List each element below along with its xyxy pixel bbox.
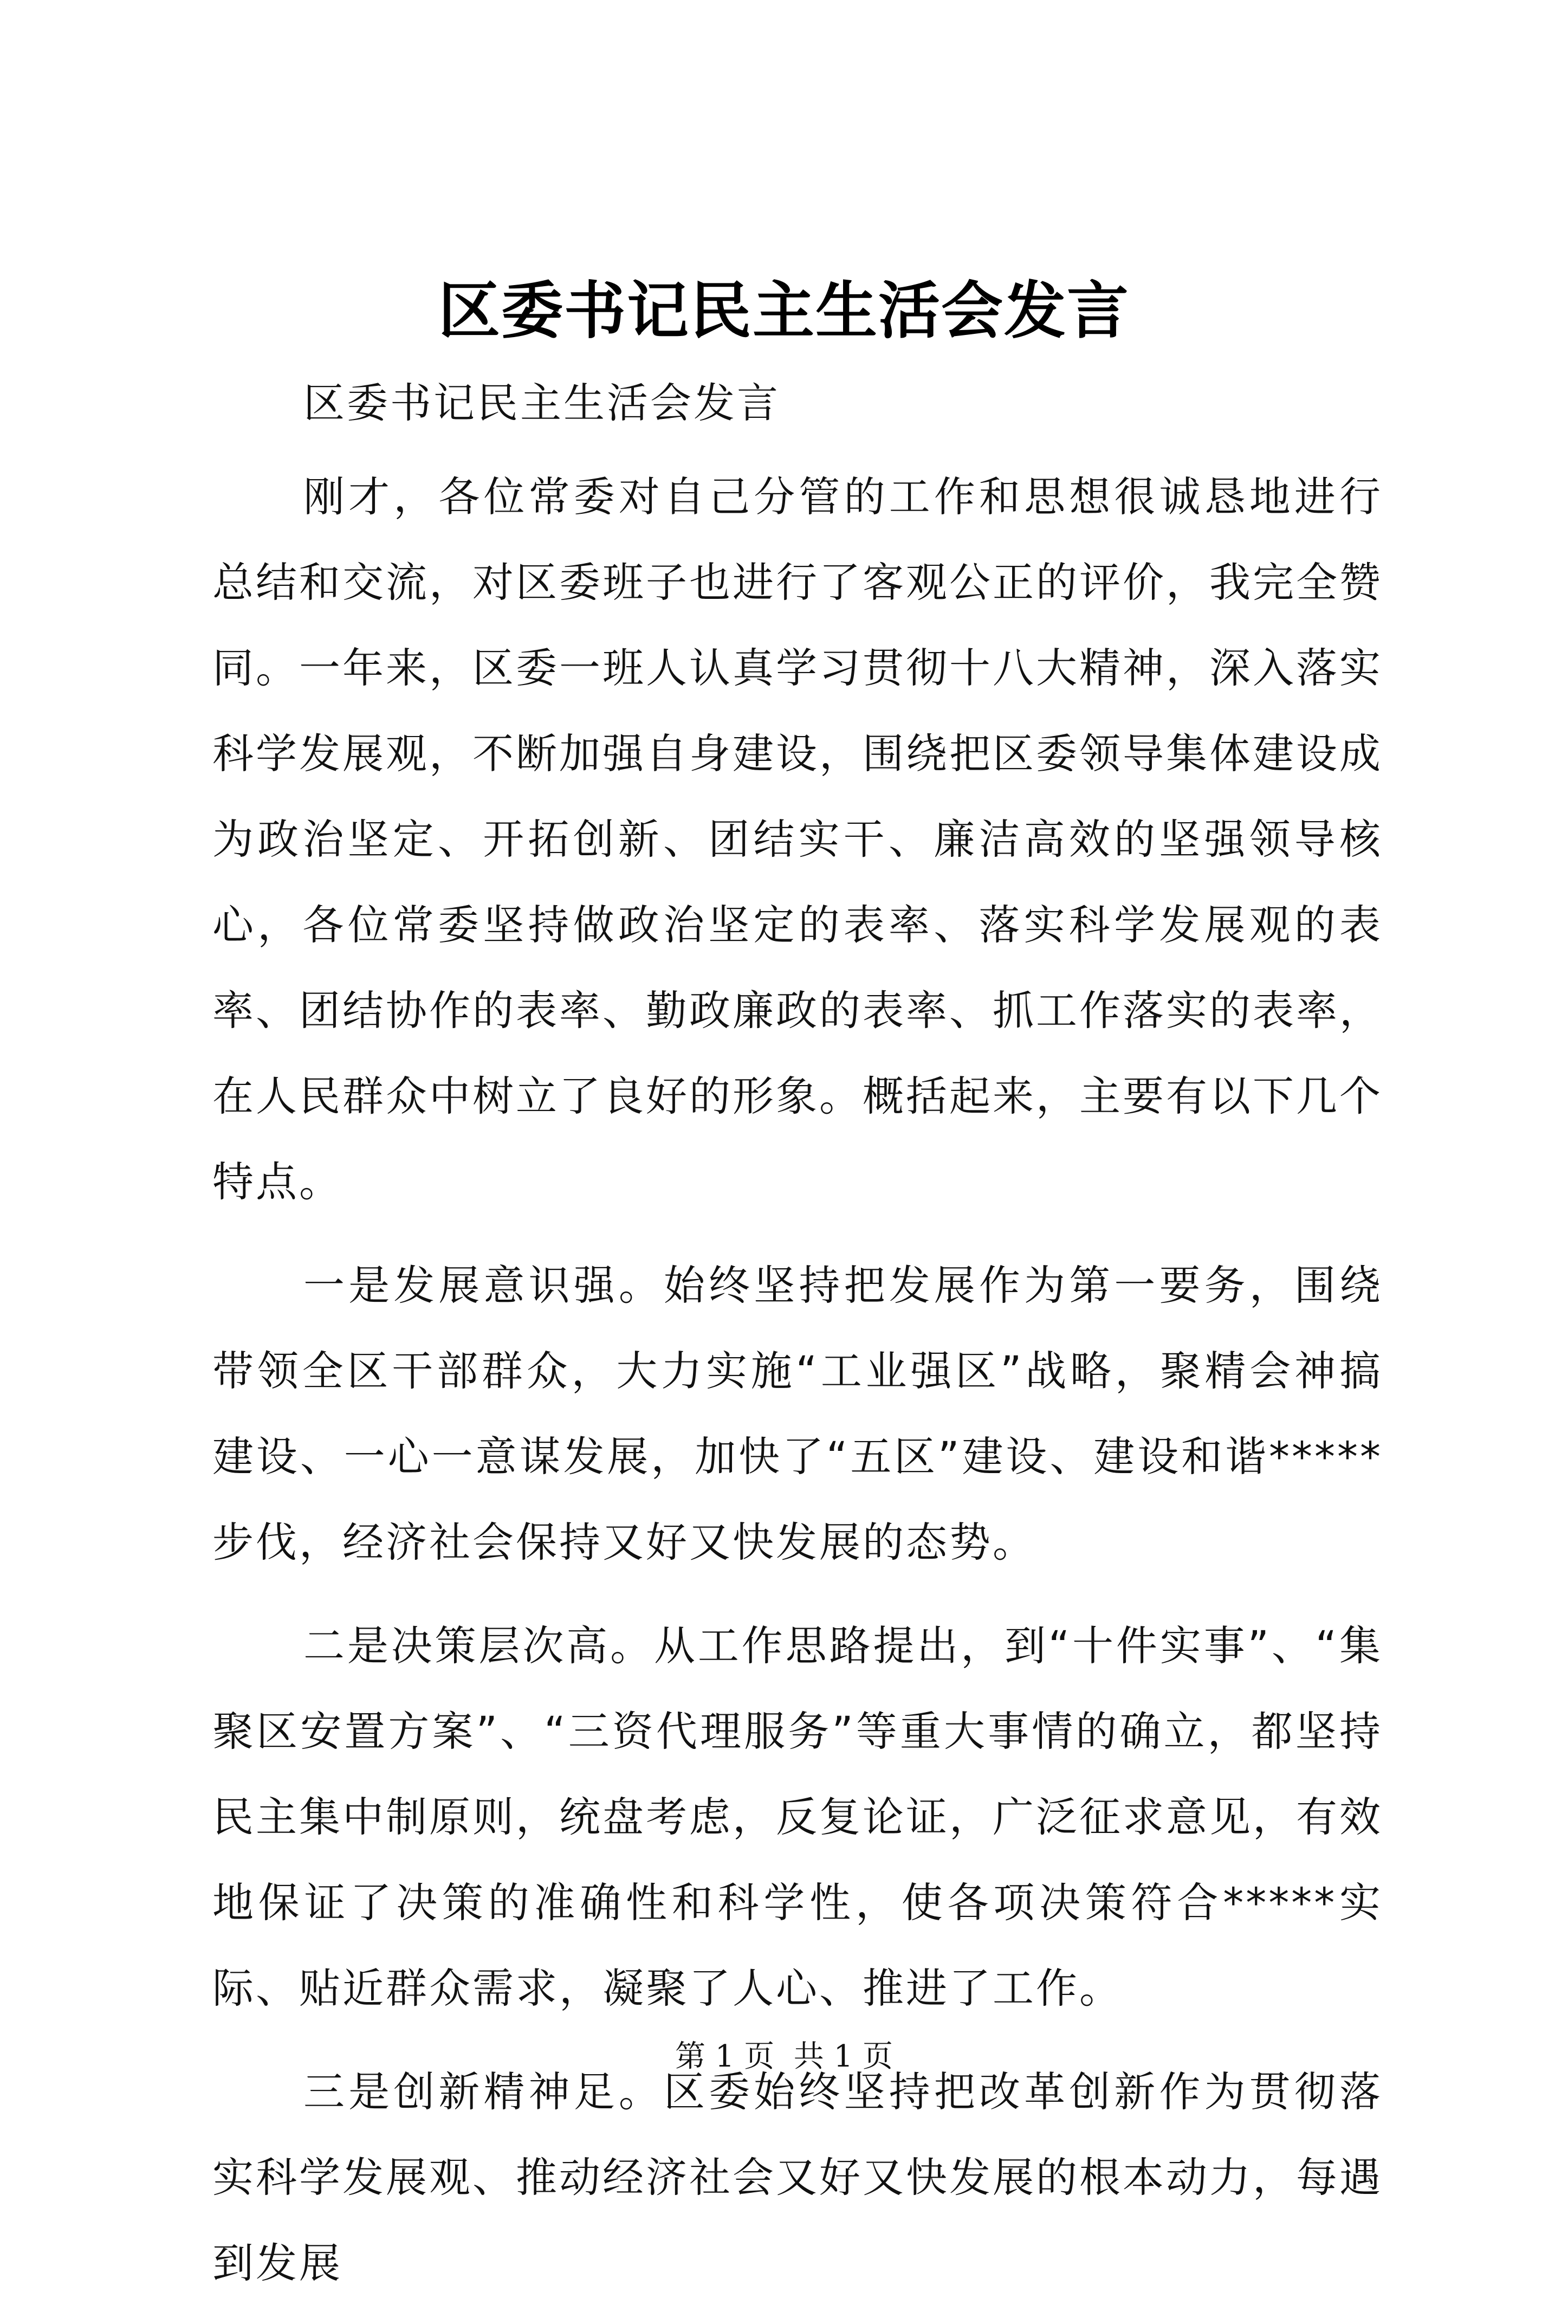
paragraph-intro: 刚才，各位常委对自己分管的工作和思想很诚恳地进行总结和交流，对区委班子也进行了客观公正的评价，我完全赞同。一年来，区委一班人认真学习贯彻十八大精神，深入落实科学发展观，不断加强自身建设，围绕把区委领导集体建设成为政治坚定、开拓创新、团结实干、廉洁高效的坚强领导核心，各位常委坚持做政治坚定的表率、落实科学发展观的表率、团结协作的表率、勤政廉政的表率、抓工作落实的表率，在人民群众中树立了良好的形象。概括起来，主要有以下几个特点。: [212, 473, 1383, 1206]
paragraph-point-2: 二是决策层次高。从工作思路提出，到“十件实事”、“集聚区安置方案”、“三资代理服务”等重大事情的确立，都坚持民主集中制原则，统盘考虑，反复论证，广泛征求意见，有效地保证了决策的准确性和科学性，使各项决策符合*****实际、贴近群众需求，凝聚了人心、推进了工作。: [212, 1622, 1383, 2012]
page-footer: [0, 2038, 1568, 2076]
document-body: [212, 371, 1383, 2324]
document-title: 区委书记民主生活会发言: [438, 274, 1130, 347]
paragraph-point-3: 三是创新精神足。区委始终坚持把改革创新作为贯彻落实科学发展观、推动经济社会又好又快发展的根本动力，每遇到发展: [212, 2068, 1383, 2287]
page-number: 第 1 页 共 1 页: [675, 2039, 893, 2074]
paragraph-point-1: 一是发展意识强。始终坚持把发展作为第一要务，围绕带领全区干部群众，大力实施“工业强区”战略，聚精会神搞建设、一心一意谋发展，加快了“五区”建设、建设和谐*****步伐，经济社会保持又好又快发展的态势。: [212, 1261, 1383, 1566]
document-subtitle: 区委书记民主生活会发言: [303, 379, 780, 427]
